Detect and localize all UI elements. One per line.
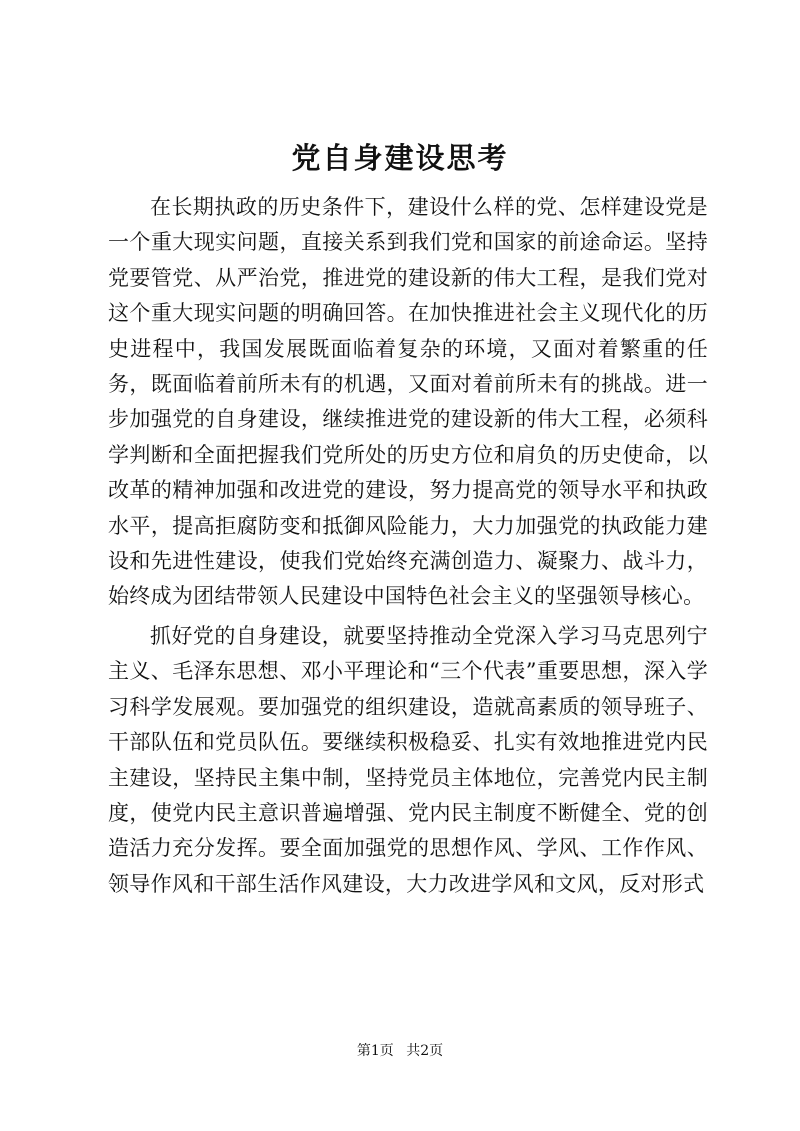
page-total: 共2页 [406, 1043, 444, 1059]
document-title: 党自身建设思考 [291, 141, 509, 175]
page-number: 第1页 [356, 1043, 394, 1059]
paragraph-1: 在长期执政的历史条件下，建设什么样的党、怎样建设党是一个重大现实问题，直接关系到我们党和国家的前途命运。坚持党要管党、从严治党，推进党的建设新的伟大工程，是我们党对这个重大现实问题的明确回答。在加快推进社会主义现代化的历史进程中，我国发展既面临着复杂的环境，又面对着繁重的任务，既面临着前所未有的机遇，又面对着前所未有的挑战。进一步加强党的自身建设，继续推进党的建设新的伟大工程，必须科学判断和全面把握我们党所处的历史方位和肩负的历史使命，以改革的精神加强和改进党的建设，努力提高党的领导水平和执政水平，提高拒腐防变和抵御风险能力，大力加强党的执政能力建设和先进性建设，使我们党始终充满创造力、凝聚力、战斗力，始终成为团结带领人民建设中国特色社会主义的坚强领导核心。 [108, 195, 708, 609]
document-body [108, 190, 708, 902]
page-footer [0, 1042, 800, 1060]
paragraph-2: 抓好党的自身建设，就要坚持推动全党深入学习马克思列宁主义、毛泽东思想、邓小平理论和“三个代表”重要思想，深入学习科学发展观。要加强党的组织建设，造就高素质的领导班子、干部队伍和党员队伍。要继续积极稳妥、扎实有效地推进党内民主建设，坚持民主集中制，坚持党员主体地位，完善党内民主制度，使党内民主意识普遍增强、党内民主制度不断健全、党的创造活力充分发挥。要全面加强党的思想作风、学风、工作作风、领导作风和干部生活作风建设，大力改进学风和文风，反对形式 [108, 623, 708, 896]
